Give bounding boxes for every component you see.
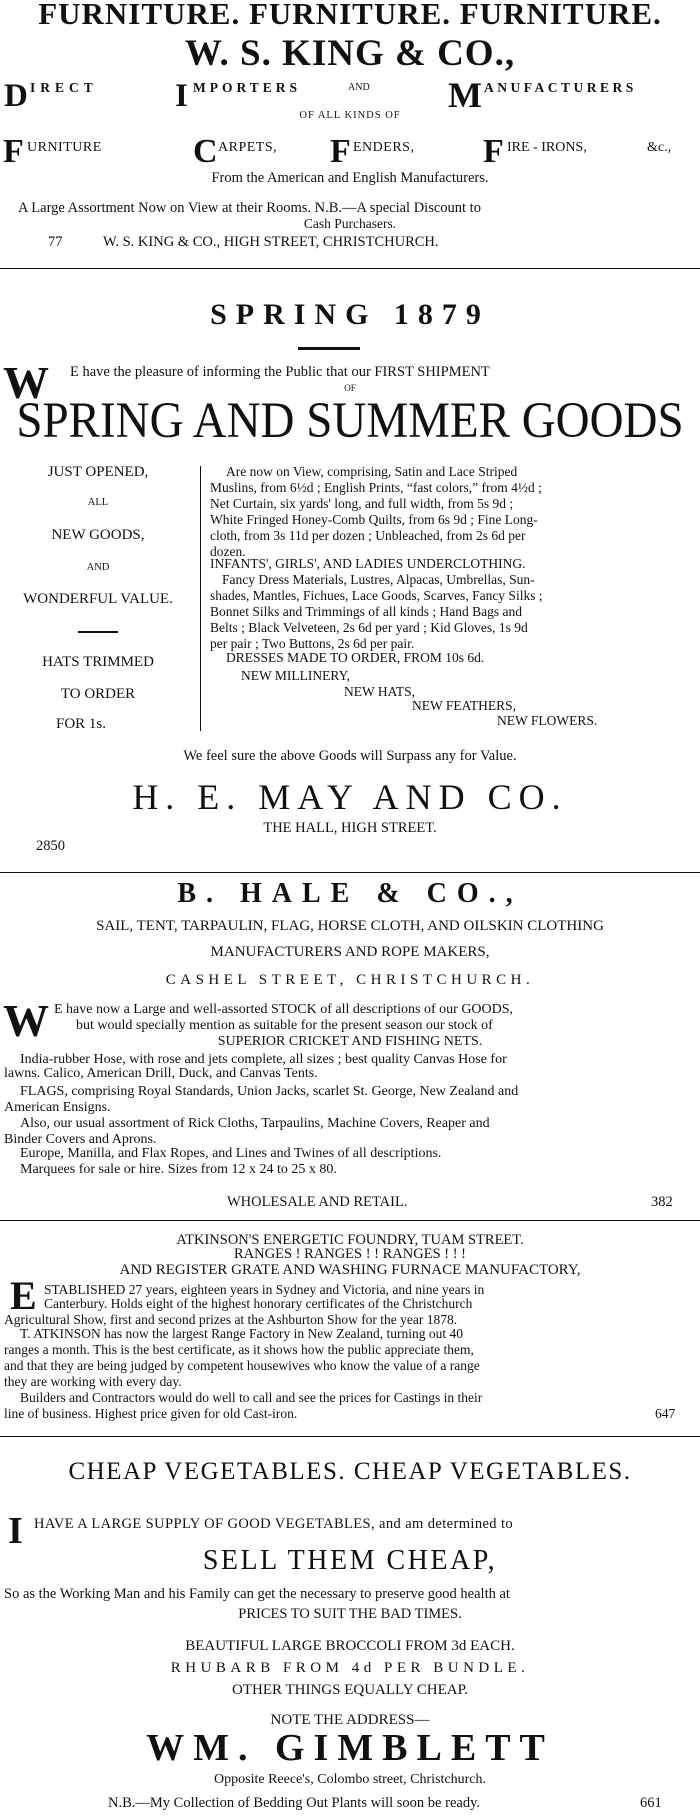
atkinson-body-0: STABLISHED 27 years, eighteen years in Sydney and Victoria, and nine years in: [44, 1282, 485, 1297]
may-right-11: per pair ; Two Buttons, 2s 6d per pair.: [210, 636, 415, 651]
king-header: FURNITURE. FURNITURE. FURNITURE.: [38, 0, 662, 31]
king-m-letter: M: [448, 75, 482, 115]
may-right-2: Net Curtain, six yards' long, and full width, from 5s 9d ;: [210, 496, 514, 511]
king-name: W. S. KING & CO.,: [184, 33, 516, 74]
gimblett-broccoli: BEAUTIFUL LARGE BROCCOLI FROM 3d EACH.: [185, 1638, 515, 1654]
hale-trades-2: MANUFACTURERS AND ROPE MAKERS,: [210, 944, 490, 960]
king-address: W. S. KING & CO., HIGH STREET, CHRISTCHURCH.: [103, 234, 439, 250]
may-of: OF: [344, 383, 356, 393]
may-right-9: Bonnet Silks and Trimmings of all kinds ; Hand Bags and: [210, 604, 523, 619]
atkinson-body-6: they are working with every day.: [4, 1374, 182, 1389]
gimblett-header: CHEAP VEGETABLES. CHEAP VEGETABLES.: [68, 1458, 632, 1485]
may-left-6: TO ORDER: [60, 686, 136, 702]
may-right-6: INFANTS', GIRLS', AND LADIES UNDERCLOTHING.: [210, 556, 526, 571]
king-f-rest: URNITURE: [27, 140, 102, 155]
king-and: AND: [348, 82, 370, 93]
gimblett-ref: 661: [640, 1795, 662, 1811]
king-kinds: OF ALL KINDS OF: [299, 110, 401, 121]
king-f-letter: F: [3, 133, 24, 170]
hale-body-4: lawns. Calico, American Drill, Duck, and Canvas Tents.: [4, 1066, 318, 1081]
king-ref: 77: [48, 234, 63, 250]
may-right-5: dozen.: [210, 544, 246, 559]
atkinson-body-8: line of business. Highest price given for old Cast-iron.: [4, 1406, 298, 1421]
king-fe-rest: ENDERS,: [353, 140, 415, 155]
atkinson-body-1: Canterbury. Holds eight of the highest honorary certificates of the Christchurch: [44, 1296, 473, 1311]
hale-w-letter: W: [3, 995, 49, 1046]
hale-body-7: Also, our usual assortment of Rick Cloths, Tarpaulins, Machine Covers, Reaper and: [20, 1116, 490, 1131]
gimblett-opposite: Opposite Reece's, Colombo street, Christchurch.: [214, 1772, 486, 1787]
atkinson-e-letter: E: [10, 1273, 37, 1318]
may-right-14: NEW HATS,: [344, 684, 416, 699]
may-address: THE HALL, HIGH STREET.: [263, 820, 437, 836]
king-etc: &c.,: [647, 140, 672, 155]
may-left-1: ALL: [87, 497, 109, 508]
gimblett-prices: PRICES TO SUIT THE BAD TIMES.: [238, 1606, 462, 1622]
king-c-rest: ARPETS,: [218, 140, 278, 155]
may-right-8: shades, Mantles, Fichues, Lace Goods, Scarves, Fancy Silks ;: [210, 588, 543, 603]
gimblett-note: NOTE THE ADDRESS—: [270, 1712, 430, 1728]
hale-trades: SAIL, TENT, TARPAULIN, FLAG, HORSE CLOTH, AND OILSKIN CLOTHING: [96, 918, 604, 934]
atkinson-body-7: Builders and Contractors would do well to call and see the prices for Castings in their: [20, 1390, 483, 1405]
hale-body-9: Europe, Manilla, and Flax Ropes, and Lines and Twines of all descriptions.: [20, 1146, 442, 1161]
may-right-12: DRESSES MADE TO ORDER, FROM 10s 6d.: [226, 650, 485, 665]
may-right-15: NEW FEATHERS,: [412, 698, 517, 713]
king-from: From the American and English Manufacturers.: [211, 170, 489, 186]
king-assortment-2: Cash Purchasers.: [303, 216, 397, 231]
may-for-1s: FOR 1s.: [56, 716, 107, 732]
king-fi-letter: F: [483, 133, 504, 170]
king-assortment-1: A Large Assortment Now on View at their Rooms. N.B.—A special Discount to: [18, 200, 481, 216]
atkinson-line-1: ATKINSON'S ENERGETIC FOUNDRY, TUAM STREET.: [176, 1232, 524, 1248]
may-left-5: HATS TRIMMED: [42, 654, 154, 670]
hale-body-6: American Ensigns.: [4, 1100, 111, 1115]
may-right-3: White Fringed Honey-Comb Quilts, from 6s 9d ; Fine Long-: [210, 512, 538, 527]
may-right-7: Fancy Dress Materials, Lustres, Alpacas, Umbrellas, Sun-: [222, 572, 535, 587]
hale-wholesale: WHOLESALE AND RETAIL.: [227, 1194, 408, 1210]
hale-body-10: Marquees for sale or hire. Sizes from 12 x 24 to 25 x 80.: [20, 1162, 337, 1177]
may-right-16: NEW FLOWERS.: [497, 713, 598, 728]
gimblett-i-letter: I: [8, 1510, 23, 1552]
may-headline: SPRING AND SUMMER GOODS: [16, 392, 684, 450]
hale-body-1: but would specially mention as suitable for the present season our stock of: [76, 1018, 493, 1033]
gimblett-so: So as the Working Man and his Family can get the necessary to preserve good health at: [4, 1586, 510, 1602]
may-left-4: WONDERFUL VALUE.: [23, 591, 173, 607]
king-d-letter: D: [4, 78, 28, 114]
atkinson-body-5: and that they are being judged by competent housewives who know the value of a range: [4, 1358, 480, 1373]
hale-name: B. HALE & CO.,: [177, 878, 523, 909]
may-w-letter: W: [3, 357, 49, 408]
hale-street: CASHEL STREET, CHRISTCHURCH.: [165, 972, 535, 988]
king-c-letter: C: [193, 133, 218, 170]
king-i-letter: I: [175, 78, 188, 114]
may-ref: 2850: [36, 838, 65, 854]
hale-body-5: FLAGS, comprising Royal Standards, Union Jacks, scarlet St. George, New Zealand and: [20, 1084, 519, 1099]
king-fe-letter: F: [330, 133, 351, 170]
may-name: H. E. MAY AND CO.: [132, 777, 568, 817]
atkinson-line-3: AND REGISTER GRATE AND WASHING FURNACE MANUFACTORY,: [119, 1262, 581, 1278]
gimblett-intro: HAVE A LARGE SUPPLY OF GOOD VEGETABLES, and am determined to: [34, 1516, 514, 1532]
king-fi-rest: IRE - IRONS,: [507, 140, 587, 155]
atkinson-line-2: RANGES ! RANGES ! ! RANGES ! ! !: [234, 1246, 466, 1262]
king-i-rest: MPORTERS: [193, 80, 302, 95]
king-d-rest: IRECT: [30, 80, 98, 95]
gimblett-rhubarb: RHUBARB FROM 4d PER BUNDLE.: [170, 1660, 530, 1676]
gimblett-name: WM. GIMBLETT: [146, 1727, 554, 1769]
atkinson-body-4: ranges a month. This is the best certificate, as it shows how the public appreciate them,: [4, 1342, 474, 1357]
hale-body-0: E have now a Large and well-assorted STOCK of all descriptions of our GOODS,: [54, 1002, 514, 1017]
may-right-4: cloth, from 3s 11d per dozen ; Unbleached, from 2s 6d per: [210, 528, 526, 543]
may-spring-heading: SPRING 1879: [210, 298, 490, 331]
may-surpass: We feel sure the above Goods will Surpass any for Value.: [183, 748, 517, 764]
atkinson-body-2: Agricultural Show, first and second prizes at the Ashburton Show for the year 1878.: [4, 1312, 458, 1327]
hale-body-3: India-rubber Hose, with rose and jets complete, all sizes ; best quality Canvas Hose for: [20, 1052, 507, 1067]
may-right-10: Belts ; Black Velveteen, 2s 6d per yard ; Kid Gloves, 1s 9d: [210, 620, 528, 635]
atkinson-ref: 647: [655, 1406, 676, 1421]
hale-ref: 382: [651, 1194, 673, 1210]
gimblett-sell: SELL THEM CHEAP,: [202, 1545, 498, 1576]
atkinson-body-3: T. ATKINSON has now the largest Range Factory in New Zealand, turning out 40: [20, 1326, 464, 1341]
may-right-13: NEW MILLINERY,: [241, 668, 350, 683]
may-left-0: JUST OPENED,: [47, 464, 149, 480]
hale-body-2: SUPERIOR CRICKET AND FISHING NETS.: [217, 1034, 483, 1049]
hale-body-8: Binder Covers and Aprons.: [4, 1132, 157, 1147]
may-intro: E have the pleasure of informing the Public that our FIRST SHIPMENT: [70, 364, 490, 380]
gimblett-other: OTHER THINGS EQUALLY CHEAP.: [232, 1682, 468, 1698]
may-right-0: Are now on View, comprising, Satin and Lace Striped: [226, 464, 518, 479]
king-m-rest: ANUFACTURERS: [484, 80, 637, 95]
gimblett-nb: N.B.—My Collection of Bedding Out Plants will soon be ready.: [108, 1795, 481, 1811]
may-left-2: NEW GOODS,: [51, 527, 145, 543]
may-left-3: AND: [86, 562, 110, 573]
may-right-1: Muslins, from 6½d ; English Prints, “fast colors,” from 4½d ;: [210, 480, 542, 495]
